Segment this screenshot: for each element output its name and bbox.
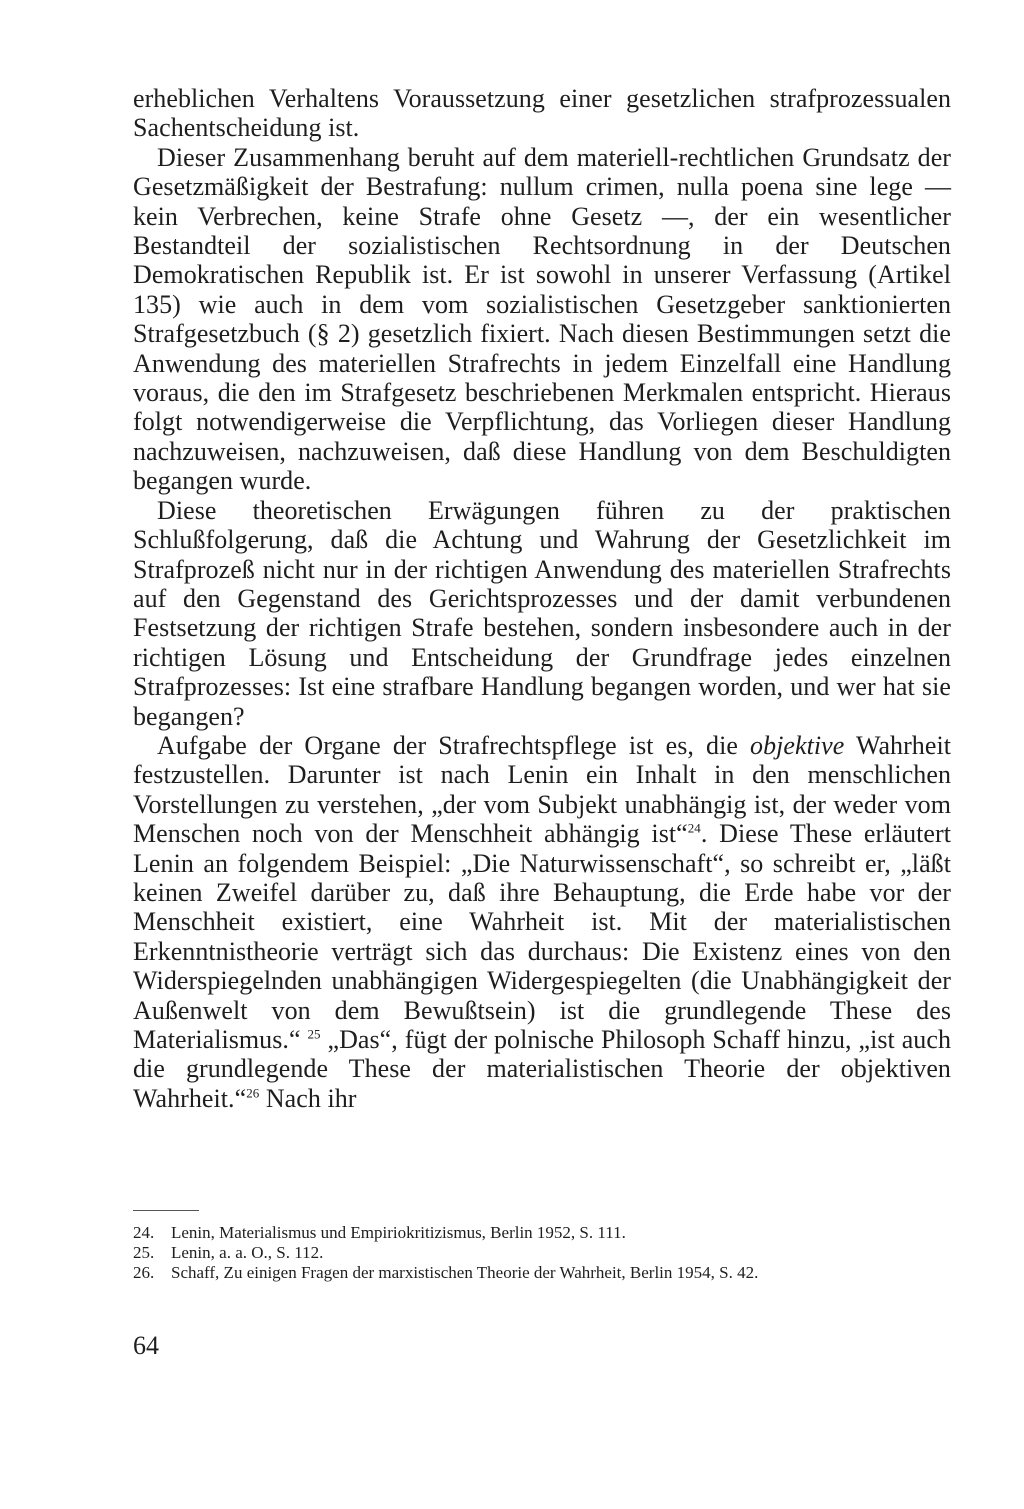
footnote-24 (133, 1223, 951, 1243)
footnote-ref-24: 24 (687, 820, 701, 836)
footnote-ref-26: 26 (246, 1085, 260, 1101)
footnote-text: Lenin, a. a. O., S. 112. (171, 1243, 324, 1262)
footnote-text: Schaff, Zu einigen Fragen der marxistischen Theorie der Wahrheit, Berlin 1954, S. 42. (171, 1263, 759, 1282)
footnote-text: Lenin, Materialismus und Empiriokritizismus, Berlin 1952, S. 111. (171, 1223, 626, 1242)
paragraph-4-text-a: Aufgabe der Organe der Strafrechtspflege ist es, die (157, 730, 751, 760)
paragraph-2: Dieser Zusammenhang beruht auf dem materiell-rechtlichen Grundsatz der Gesetzmäßigkeit der Bestrafung: nullum crimen, nulla poena sine lege — kein Verbrechen, keine Strafe ohne Gesetz —, der ein wesentlicher Bestandteil der sozialistischen Rechtsordnung in der Deutschen Demokratischen Republik ist. Er ist sowohl in unserer Verfassung (Artikel 135) wie auch in dem vom sozialistischen Gesetzgeber sanktionierten Strafgesetzbuch (§ 2) gesetzlich fixiert. Nach diesen Bestimmungen setzt die Anwendung des materiellen Strafrechts in jedem Einzelfall eine Handlung voraus, die den im Strafgesetz beschriebenen Merkmalen entspricht. Hieraus folgt notwendigerweise die Verpflichtung, das Vorliegen dieser Handlung nachzuweisen, nachzuweisen, daß diese Handlung von dem Beschuldigten begangen wurde. (133, 142, 951, 496)
footnote-ref-25: 25 (307, 1026, 321, 1042)
paragraph-4-text-d: „Das“, fügt der polnische Philosoph Schaff hinzu, „ist auch die grundlegende These der materialistischen Theorie der objektiven Wahrheit.“ (133, 1025, 951, 1113)
paragraph-4-text-e: Nach ihr (259, 1083, 357, 1113)
footnote-25 (133, 1243, 951, 1263)
paragraph-3: Diese theoretischen Erwägungen führen zu der praktischen Schlußfolgerung, daß die Achtung und Wahrung der Gesetzlichkeit im Strafprozeß nicht nur in der richtigen Anwendung des materiellen Strafrechts auf den Gegenstand des Gerichtsprozesses und der damit verbundenen Festsetzung der richtigen Strafe bestehen, sondern insbesondere auch in der richtigen Lösung und Entscheidung der Grundfrage jedes einzelnen Strafprozesses: Ist eine strafbare Handlung begangen worden, und wer hat sie begangen? (133, 495, 951, 731)
footnote-divider (133, 1210, 199, 1211)
page-number: 64 (133, 1331, 159, 1360)
footnote-number: 25. (133, 1243, 155, 1262)
paragraph-4 (133, 731, 951, 1113)
footnotes (133, 1223, 951, 1283)
body-text (133, 84, 951, 1113)
paragraph-4-text-b: Wahrheit festzustellen. Darunter ist nach Lenin ein Inhalt in den menschlichen Vorstellungen zu verstehen, „der vom Subjekt unabhängig ist, der weder vom Menschen noch von der Menschheit abhängig ist“ (133, 730, 951, 849)
footnote-number: 26. (133, 1263, 155, 1282)
paragraph-1: erheblichen Verhaltens Voraussetzung einer gesetzlichen strafprozessualen Sachentscheidung ist. (133, 84, 951, 143)
footnote-number: 24. (133, 1223, 155, 1242)
paragraph-4-text-c: . Diese These erläutert Lenin an folgendem Beispiel: „Die Naturwissenschaft“, so schreibt er, „läßt keinen Zweifel darüber zu, daß ihre Behauptung, die Erde habe vor der Menschheit existiert, eine Wahrheit ist. Mit der materialistischen Erkenntnistheorie verträgt sich das durchaus: Die Existenz eines von den Widerspiegelnden unabhängigen Widergespiegelten (die Unabhängigkeit der Außenwelt von dem Bewußtsein) ist die grundlegende These des Materialismus.“ (133, 819, 951, 1054)
emphasis-objektive: objektive (750, 730, 845, 760)
footnote-26 (133, 1263, 951, 1283)
